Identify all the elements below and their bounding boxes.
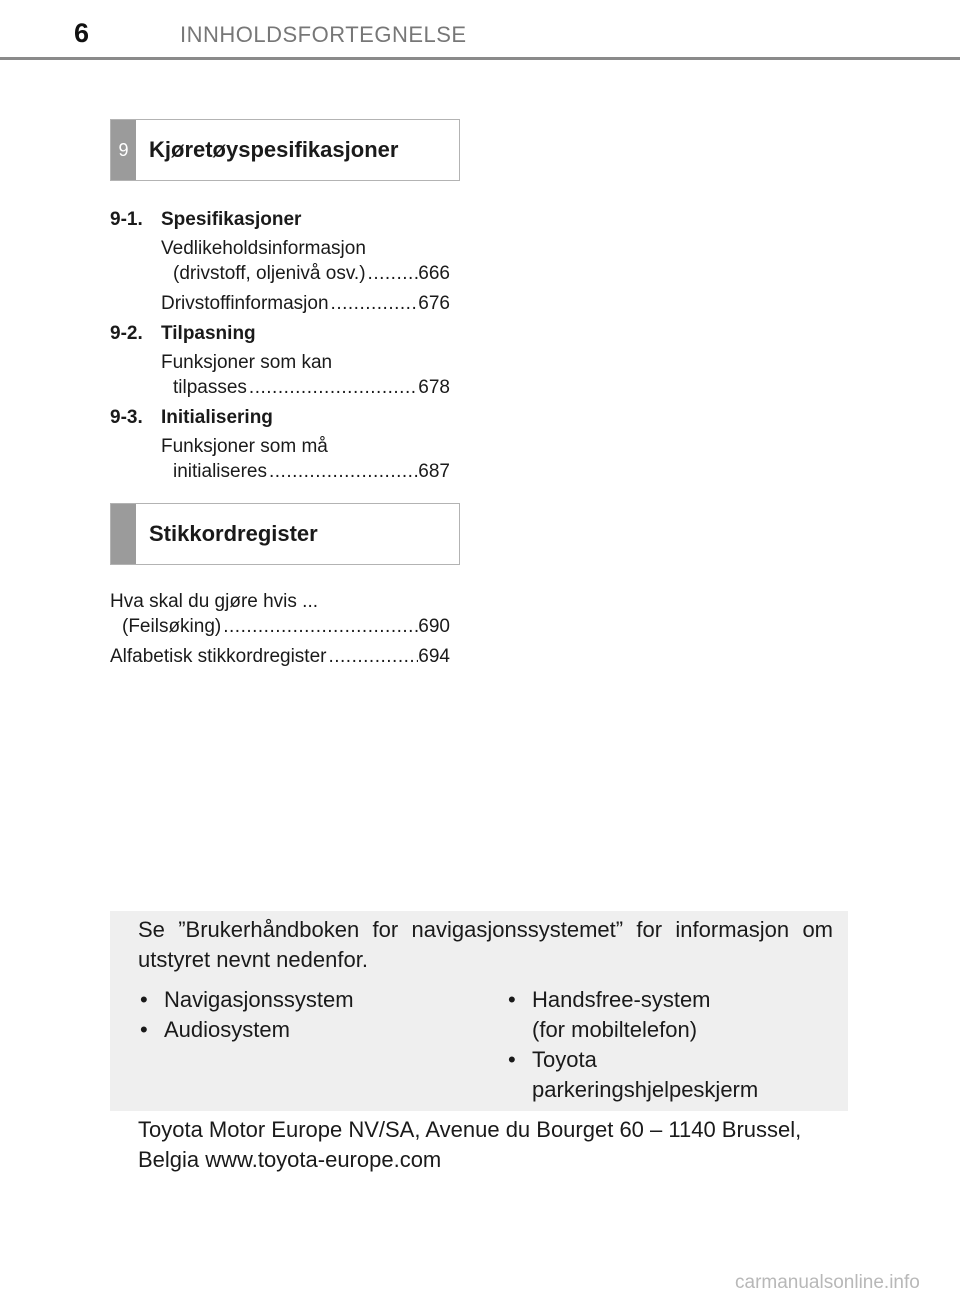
section-title: Kjøretøyspesifikasjoner	[149, 137, 399, 162]
chapter-heading: 9-3. Initialisering	[110, 407, 273, 428]
header-title: INNHOLDSFORTEGNELSE	[180, 22, 467, 47]
toc-entry[interactable]: Alfabetisk stikkordregister ..... 694	[110, 644, 450, 669]
list-item: • Toyota parkeringshjelpeskjerm	[508, 1045, 758, 1105]
toc-entry[interactable]: Vedlikeholdsinformasjon (drivstoff, oljenivå osv.) ..... 666	[161, 236, 450, 286]
page-ref: 690	[418, 616, 450, 637]
section-9-toc	[110, 203, 450, 489]
page-number: 6	[74, 18, 90, 48]
page-ref: 687	[418, 461, 450, 482]
footer-address: Toyota Motor Europe NV/SA, Avenue du Bourget 60 – 1140 Brussel, Belgia www.toyota-europe.com	[138, 1117, 802, 1172]
section-9-heading	[110, 119, 460, 181]
info-list-left	[140, 985, 354, 1045]
info-box	[110, 911, 848, 1111]
page-ref: 694	[418, 646, 450, 667]
page-ref: 666	[418, 263, 450, 284]
page-ref: 676	[418, 293, 450, 314]
bullet-icon: •	[508, 1047, 516, 1072]
toc-entry[interactable]: Funksjoner som må initialiseres ..... 687	[161, 434, 450, 484]
bullet-icon: •	[508, 987, 516, 1012]
section-tab	[111, 504, 136, 564]
page-ref: 678	[418, 377, 450, 398]
watermark: carmanualsonline.info	[735, 1272, 920, 1293]
bullet-icon: •	[140, 1017, 148, 1042]
info-list-right	[508, 985, 758, 1105]
chapter-heading: 9-1. Spesifikasjoner	[110, 209, 302, 230]
index-toc	[110, 589, 450, 674]
section-tab: 9	[111, 120, 136, 180]
list-item: • Handsfree-system (for mobiltelefon)	[508, 985, 758, 1045]
chapter-heading: 9-2. Tilpasning	[110, 323, 256, 344]
toc-entry[interactable]: Hva skal du gjøre hvis ... (Feilsøking) ..... 690	[110, 589, 450, 639]
list-item: • Navigasjonssystem	[140, 985, 354, 1015]
toc-entry[interactable]: Funksjoner som kan tilpasses ..... 678	[161, 350, 450, 400]
index-heading	[110, 503, 460, 565]
info-intro: Se ”Brukerhåndboken for navigasjonssystemet” for informasjon om utstyret nevnt nedenfor.	[138, 917, 833, 972]
bullet-icon: •	[140, 987, 148, 1012]
toc-entry[interactable]: Drivstoffinformasjon ..... 676	[161, 291, 450, 316]
section-title: Stikkordregister	[149, 521, 318, 546]
list-item: • Audiosystem	[140, 1015, 354, 1045]
header-rule	[0, 57, 960, 60]
